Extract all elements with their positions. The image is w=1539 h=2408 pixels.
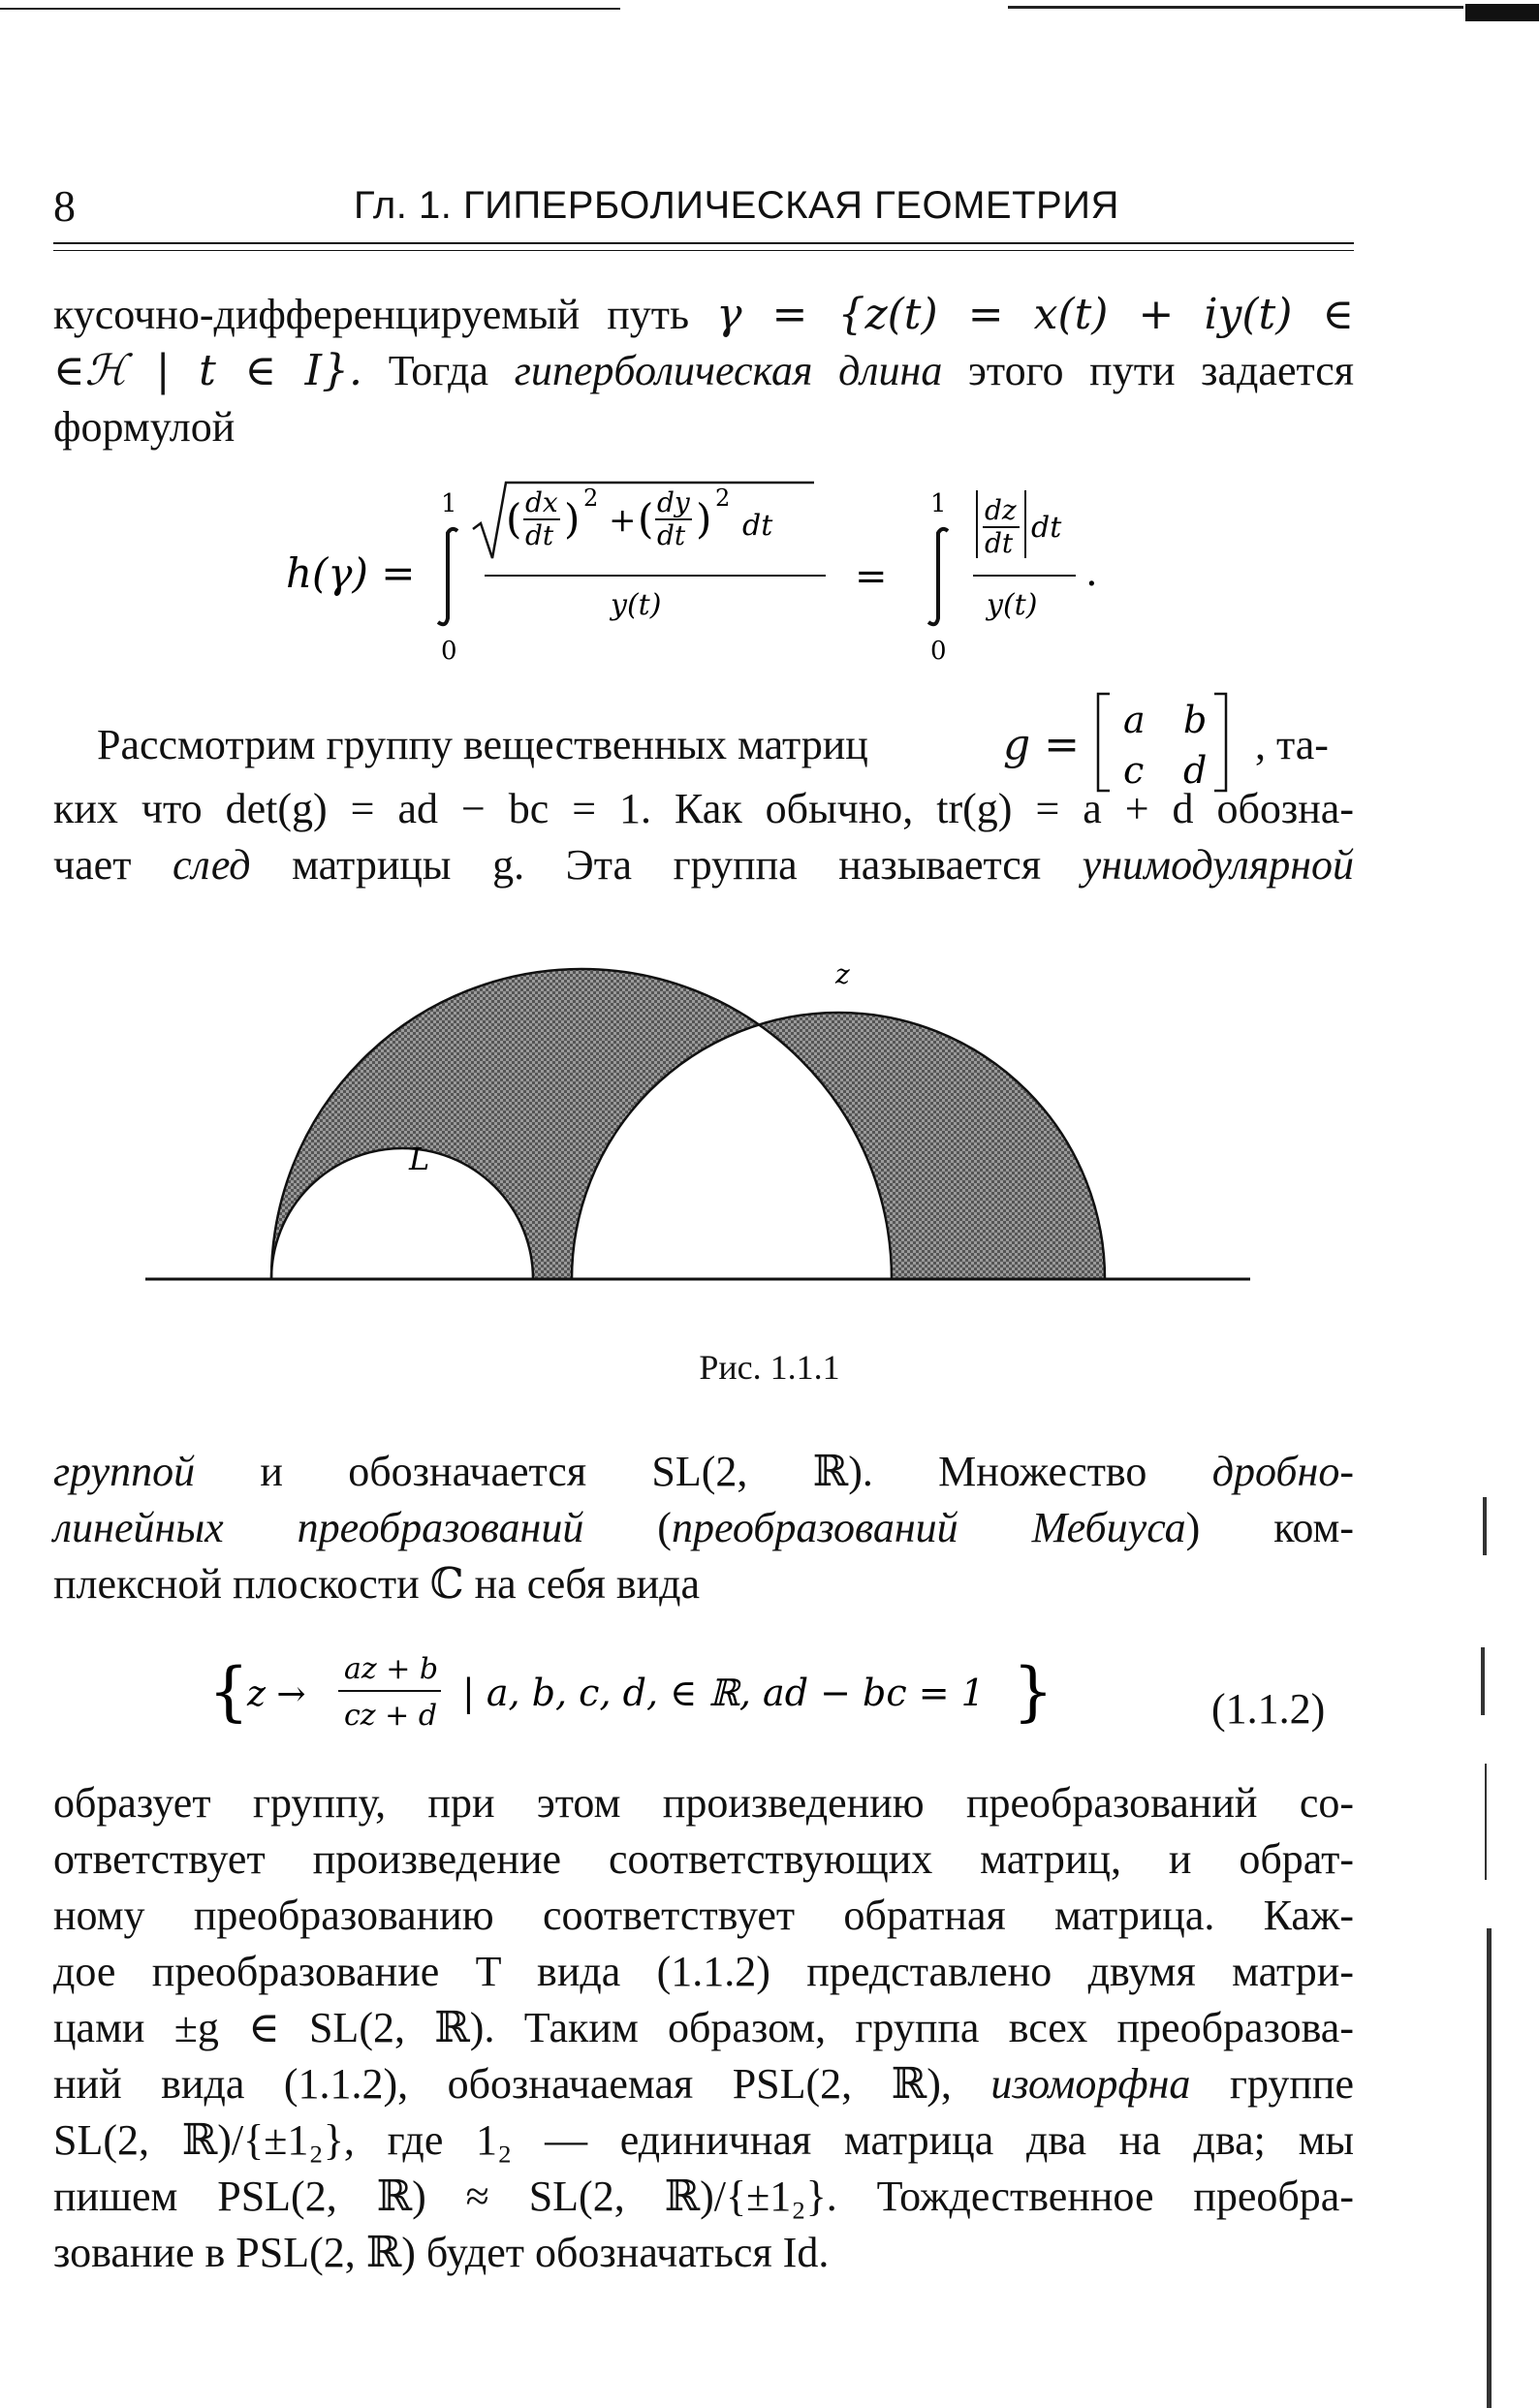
f1-dt-b: dt (657, 519, 686, 551)
p4-line8: пишем PSL(2, ℝ) ≈ SL(2, ℝ)/{±1₂}. Тождественное преобра- (53, 2173, 1354, 2220)
f1-dt-c: dt (742, 509, 773, 543)
paragraph-1 (53, 287, 1354, 455)
p3-line2-text-b: ) ком- (1185, 1504, 1354, 1551)
matrix-b: b (1183, 699, 1208, 741)
header-rule-bottom (53, 250, 1354, 251)
p1-line1-text: кусочно-дифференцируемый путь (53, 291, 690, 338)
label-z: z (835, 958, 850, 990)
p2-line3-text-a: чает (53, 841, 132, 889)
scan-artifact-right-3 (1485, 1764, 1487, 1880)
p3-line1-italic-b: дробно- (1211, 1448, 1355, 1495)
f1-exp-2: 2 (715, 485, 731, 512)
p2-line2: ких что det(g) = ad − bc = 1. Как обычно, tr(g) = a + d обозна- (53, 785, 1354, 832)
p2-line1-end: , та- (1255, 721, 1329, 768)
scan-artifact-top-right (1008, 6, 1463, 9)
scan-artifact-corner (1465, 4, 1539, 21)
p2-line3-text-b: матрицы g. Эта группа называется (292, 841, 1042, 889)
f1-plus: + (609, 501, 637, 540)
running-head-title: Гл. 1. ГИПЕРБОЛИЧЕСКАЯ ГЕОМЕТРИЯ (354, 184, 1119, 227)
figure-geodesic-semicircles (145, 945, 1260, 1294)
f2-zarrow: z → (247, 1674, 306, 1714)
p3-line2-text-a: ( (657, 1504, 672, 1551)
f2-num: az + b (344, 1652, 439, 1686)
f1-int2-upper: 1 (930, 489, 947, 518)
f1-dt-e: dt (1031, 511, 1062, 545)
matrix-bracket-right (1214, 694, 1226, 791)
p4-line9: зование в PSL(2, ℝ) будет обозначаться Id. (53, 2229, 830, 2276)
p1-line2-italic: гиперболическая длина (514, 347, 943, 394)
matrix-c: c (1123, 749, 1145, 792)
p2-line3-italic-a: след (173, 841, 251, 889)
f1-lhs: h(γ) = (286, 549, 416, 597)
paragraph-3 (53, 1444, 1354, 1612)
p1-line2-text-a: Тогда (388, 347, 489, 394)
p4-line1: образует группу, при этом произведению преобразований со- (53, 1779, 1354, 1827)
f2-lbrace: { (208, 1654, 249, 1729)
p4-line4: дое преобразование T вида (1.1.2) представлено двумя матри- (53, 1948, 1354, 1995)
p3-line1-text: и обозначается SL(2, ℝ). Множество (260, 1448, 1147, 1495)
f1-dt-d: dt (985, 527, 1014, 559)
f1-paren-open-1: ( (506, 495, 522, 543)
f2-den: cz + d (344, 1699, 438, 1733)
p1-line1-math: γ = {z(t) = x(t) + iy(t) ∈ (716, 290, 1355, 339)
f1-dx: dx (525, 486, 558, 518)
p3-line1-italic-a: группой (53, 1448, 196, 1495)
f2-rbrace: } (1013, 1654, 1053, 1729)
f1-integral-sign-1 (438, 529, 457, 624)
p4-line2: ответствует произведение соответствующих матриц, и обрат- (53, 1835, 1354, 1883)
matrix-d: d (1183, 749, 1208, 792)
formula-mobius-set (208, 1638, 1081, 1744)
scan-artifact-right-1 (1483, 1497, 1487, 1555)
p2-g-eq: g = (1003, 720, 1081, 769)
f1-den-1: y(t) (611, 588, 662, 622)
f1-dy: dy (657, 486, 690, 518)
p1-line3: формулой (53, 403, 236, 451)
f1-period: . (1085, 550, 1098, 595)
scan-artifact-right-2 (1481, 1647, 1485, 1715)
p3-line2-italic-b: преобразований Мебиуса (671, 1504, 1186, 1551)
paragraph-2 (53, 700, 1354, 893)
p4-line6-italic: изоморфна (990, 2060, 1191, 2108)
header-rule-top (53, 242, 1354, 244)
p3-line2-italic: линейных преобразований (53, 1504, 584, 1551)
f1-int1-lower: 0 (441, 637, 457, 666)
f1-exp-1: 2 (583, 485, 599, 512)
f1-dt-a: dt (525, 519, 554, 551)
page-number: 8 (53, 181, 76, 231)
formula-hyperbolic-length (252, 473, 1182, 676)
f1-dz: dz (985, 494, 1017, 526)
matrix-a: a (1123, 699, 1146, 741)
p1-line2-math: ∈ℋ | t ∈ I}. (53, 346, 363, 395)
label-L: L (409, 1141, 430, 1177)
p4-line3: ному преобразованию соответствует обратная матрица. Каж- (53, 1892, 1354, 1939)
running-header (53, 180, 1354, 238)
scan-artifact-right-4 (1487, 1928, 1492, 2408)
p2-line1-text: Рассмотрим группу вещественных матриц (97, 721, 868, 768)
matrix-bracket-left (1098, 694, 1110, 791)
equation-number: (1.1.2) (1211, 1685, 1326, 1733)
p2-matrix (1090, 690, 1245, 797)
p4-line7: SL(2, ℝ)/{±1₂}, где 1₂ — единичная матрица два на два; мы (53, 2116, 1354, 2164)
figure-caption: Рис. 1.1.1 (699, 1348, 840, 1387)
f1-integral-sign-2 (928, 529, 948, 624)
p2-line3-italic-b: унимодулярной (1082, 841, 1355, 889)
f1-paren-open-2: ( (638, 495, 654, 543)
f2-cond: | a, b, c, d, ∈ ℝ, ad − bc = 1 (462, 1672, 985, 1714)
f1-den-2: y(t) (987, 588, 1038, 622)
scan-artifact-top-left (0, 8, 620, 10)
p1-line2-text-b: этого пути задается (968, 347, 1355, 394)
p3-line3: плексной плоскости ℂ на себя вида (53, 1560, 701, 1608)
p4-line5: цами ±g ∈ SL(2, ℝ). Таким образом, группа всех преобразова- (53, 2004, 1354, 2051)
p4-line6-end: группе (1229, 2060, 1354, 2108)
f1-equals: = (855, 554, 888, 599)
f1-paren-close-1: ) (564, 495, 581, 543)
f1-paren-close-2: ) (696, 495, 712, 543)
f1-int1-upper: 1 (441, 489, 457, 518)
f1-int2-lower: 0 (930, 637, 947, 666)
p4-line6: ний вида (1.1.2), обозначаемая PSL(2, ℝ), (53, 2060, 952, 2108)
paragraph-4 (53, 1775, 1354, 2281)
